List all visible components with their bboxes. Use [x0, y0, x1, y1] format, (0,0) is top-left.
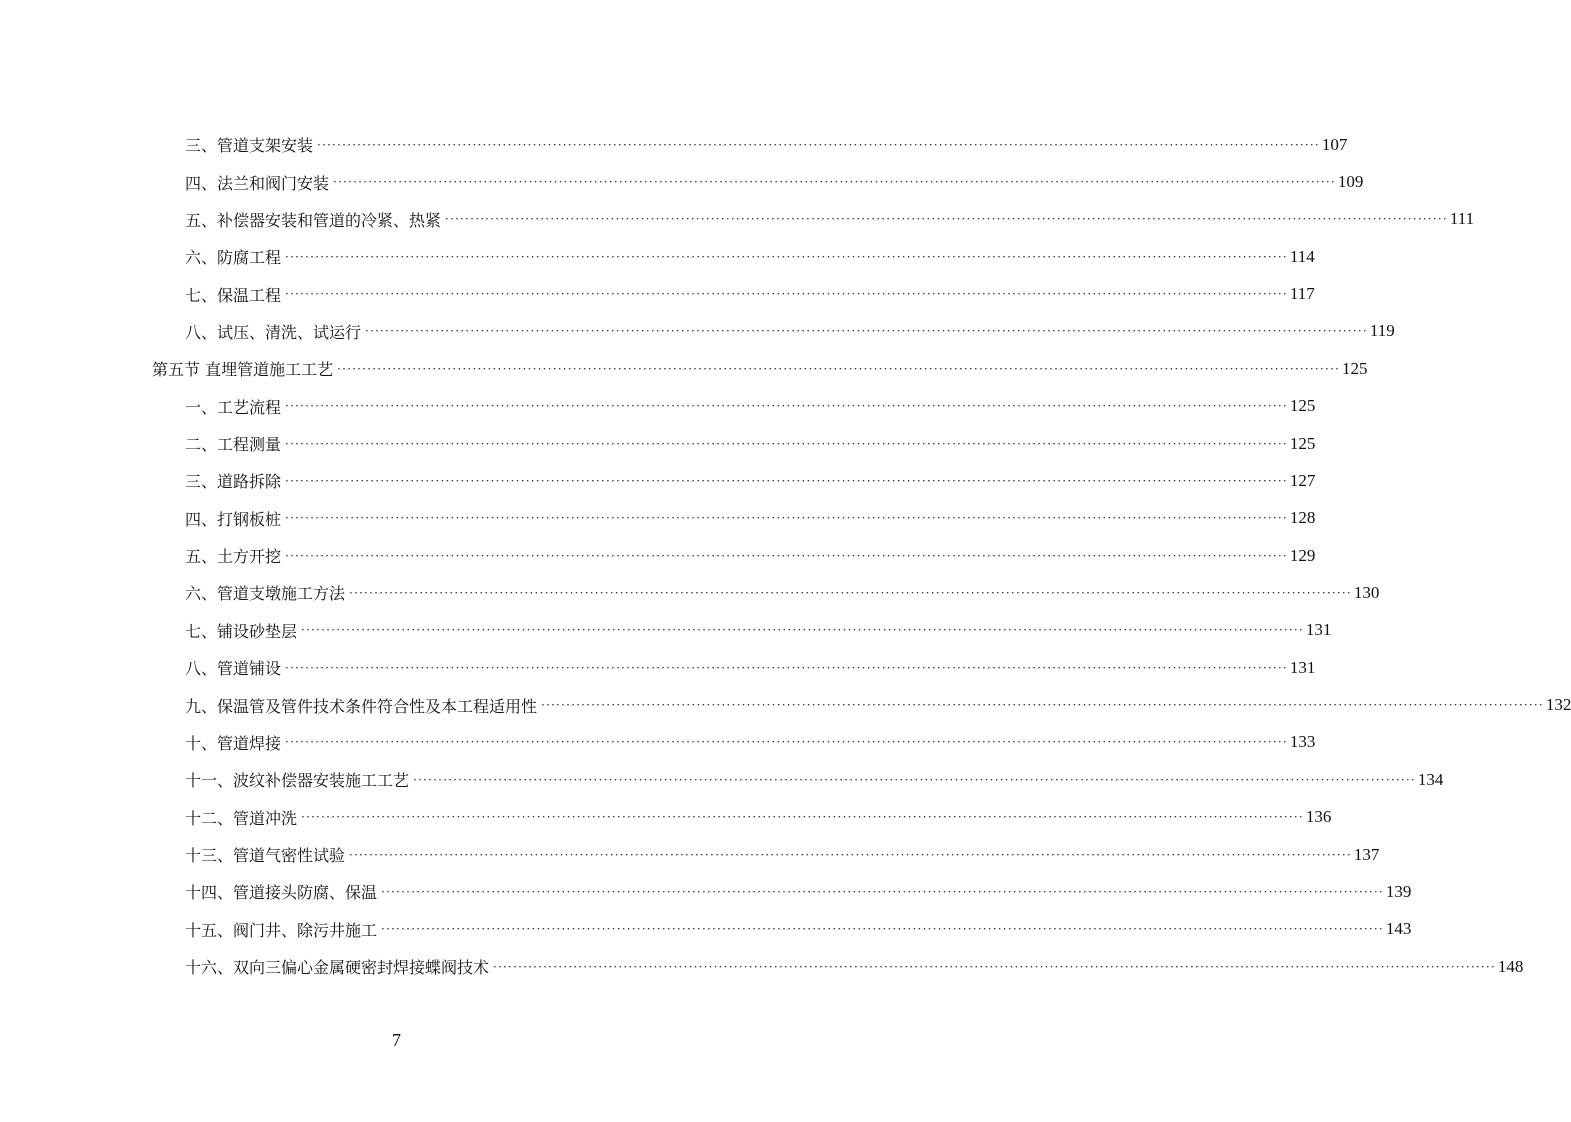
toc-leader-dots: ········································································································································································································ — [333, 175, 1336, 190]
page-number: 7 — [392, 1030, 401, 1050]
toc-entry-title: 七、保温工程 — [185, 285, 282, 305]
toc-leader-dots: ········································································································································································································ — [381, 884, 1384, 899]
toc-entry[interactable] — [0, 798, 1332, 835]
toc-entry[interactable] — [0, 425, 1316, 462]
toc-entry[interactable] — [0, 612, 1332, 649]
toc-entry-title: 十、管道焊接 — [185, 733, 282, 753]
toc-entry-title: 一、工艺流程 — [185, 397, 282, 417]
toc-leader-dots: ········································································································································································································ — [285, 473, 1288, 488]
toc-entry-page: 125 — [1341, 358, 1368, 378]
toc-entry-title: 第五节 直埋管道施工工艺 — [152, 360, 334, 380]
toc-entry-page: 137 — [1353, 844, 1380, 864]
toc-entry[interactable] — [0, 537, 1316, 574]
toc-entry[interactable] — [0, 911, 1412, 948]
toc-entry-title: 三、管道支架安装 — [185, 136, 314, 156]
toc-entry[interactable] — [0, 948, 1524, 985]
toc-entry-title: 四、打钢板桩 — [185, 509, 282, 529]
toc-leader-dots: ········································································································································································································ — [285, 511, 1288, 526]
toc-entry-page: 131 — [1289, 657, 1316, 677]
toc-entry-title: 十五、阀门井、除污井施工 — [185, 920, 378, 940]
toc-entry[interactable] — [0, 574, 1380, 611]
toc-entry[interactable] — [0, 201, 1475, 238]
toc-entry-title: 八、试压、清洗、试运行 — [185, 322, 362, 342]
toc-entry-page: 143 — [1385, 919, 1412, 939]
toc-entry-title: 五、土方开挖 — [185, 547, 282, 567]
toc-entry-title: 七、铺设砂垫层 — [185, 621, 298, 641]
toc-leader-dots: ········································································································································································································ — [317, 137, 1320, 152]
toc-leader-dots: ········································································································································································································ — [285, 735, 1288, 750]
toc-entry-page: 125 — [1289, 396, 1316, 416]
toc-leader-dots: ········································································································································································································ — [301, 810, 1304, 825]
toc-entry-title: 六、防腐工程 — [185, 248, 282, 268]
toc-entry[interactable] — [0, 313, 1395, 350]
toc-leader-dots: ········································································································································································································ — [285, 249, 1288, 264]
toc-entry[interactable] — [0, 761, 1444, 798]
toc-entry[interactable] — [0, 649, 1316, 686]
toc-leader-dots: ········································································································································································································ — [301, 623, 1304, 638]
toc-entry-page: 111 — [1449, 209, 1475, 229]
toc-entry-title: 十六、双向三偏心金属硬密封焊接蝶阀技术 — [185, 958, 490, 978]
toc-leader-dots: ········································································································································································································ — [285, 436, 1288, 451]
toc-entry-page: 128 — [1289, 508, 1316, 528]
toc-entry[interactable] — [0, 163, 1364, 200]
toc-leader-dots: ········································································································································································································ — [349, 847, 1352, 862]
toc-entry-title: 五、补偿器安装和管道的冷紧、热紧 — [185, 210, 442, 230]
toc-entry[interactable] — [0, 873, 1412, 910]
toc-entry[interactable] — [0, 388, 1316, 425]
toc-entry-page: 139 — [1385, 881, 1412, 901]
toc-leader-dots: ········································································································································································································ — [285, 660, 1288, 675]
toc-entry-page: 131 — [1305, 620, 1332, 640]
toc-entry-title: 十四、管道接头防腐、保温 — [185, 883, 378, 903]
toc-entry-page: 134 — [1417, 769, 1444, 789]
toc-entry-title: 三、道路拆除 — [185, 472, 282, 492]
toc-entry-page: 119 — [1369, 321, 1395, 341]
toc-entry-page: 136 — [1305, 807, 1332, 827]
toc-entry[interactable] — [0, 724, 1316, 761]
toc-leader-dots: ········································································································································································································ — [381, 922, 1384, 937]
toc-entry[interactable] — [0, 238, 1315, 275]
toc-entry[interactable] — [0, 275, 1315, 312]
toc-leader-dots: ········································································································································································································ — [413, 772, 1416, 787]
toc-entry-title: 十三、管道气密性试验 — [185, 846, 346, 865]
toc-entry-title: 六、管道支墩施工方法 — [185, 584, 346, 604]
toc-leader-dots: ········································································································································································································ — [285, 287, 1288, 302]
toc-leader-dots: ········································································································································································································ — [365, 324, 1368, 339]
toc-entry-page: 114 — [1289, 246, 1315, 266]
toc-leader-dots: ········································································································································································································ — [445, 212, 1448, 227]
toc-entry-page: 133 — [1289, 732, 1316, 752]
toc-entry-title: 十一、波纹补偿器安装施工工艺 — [185, 771, 410, 791]
toc-entry-title: 八、管道铺设 — [185, 659, 282, 679]
toc-entry[interactable] — [0, 462, 1316, 499]
toc-entry-page: 148 — [1497, 956, 1524, 976]
toc-entry-page: 130 — [1353, 582, 1380, 602]
toc-leader-dots: ········································································································································································································ — [285, 399, 1288, 414]
toc-leader-dots: ········································································································································································································ — [337, 361, 1340, 376]
toc-entry[interactable] — [0, 126, 1348, 163]
toc-entry-page: 125 — [1289, 433, 1316, 453]
toc-entry-page: 117 — [1289, 284, 1315, 304]
toc-entry-title: 二、工程测量 — [185, 435, 282, 455]
toc-entry-title: 四、法兰和阀门安装 — [185, 173, 330, 193]
toc-leader-dots: ········································································································································································································ — [285, 548, 1288, 563]
toc-leader-dots: ········································································································································································································ — [541, 698, 1544, 713]
toc-entry[interactable] — [0, 836, 1380, 873]
table-of-contents — [0, 126, 1571, 985]
toc-entry[interactable] — [0, 500, 1316, 537]
toc-entry-title: 九、保温管及管件技术条件符合性及本工程适用性 — [185, 696, 538, 716]
toc-entry-page: 127 — [1289, 470, 1316, 490]
toc-entry-page: 109 — [1337, 172, 1364, 192]
toc-entry-page: 107 — [1321, 134, 1348, 154]
toc-section-entry[interactable] — [0, 350, 1368, 387]
toc-entry-title: 十二、管道冲洗 — [185, 808, 298, 828]
toc-entry[interactable] — [0, 686, 1571, 723]
toc-entry-page: 129 — [1289, 545, 1316, 565]
toc-leader-dots: ········································································································································································································ — [349, 585, 1352, 600]
toc-leader-dots: ········································································································································································································ — [493, 959, 1496, 974]
toc-entry-page: 132 — [1545, 695, 1571, 715]
